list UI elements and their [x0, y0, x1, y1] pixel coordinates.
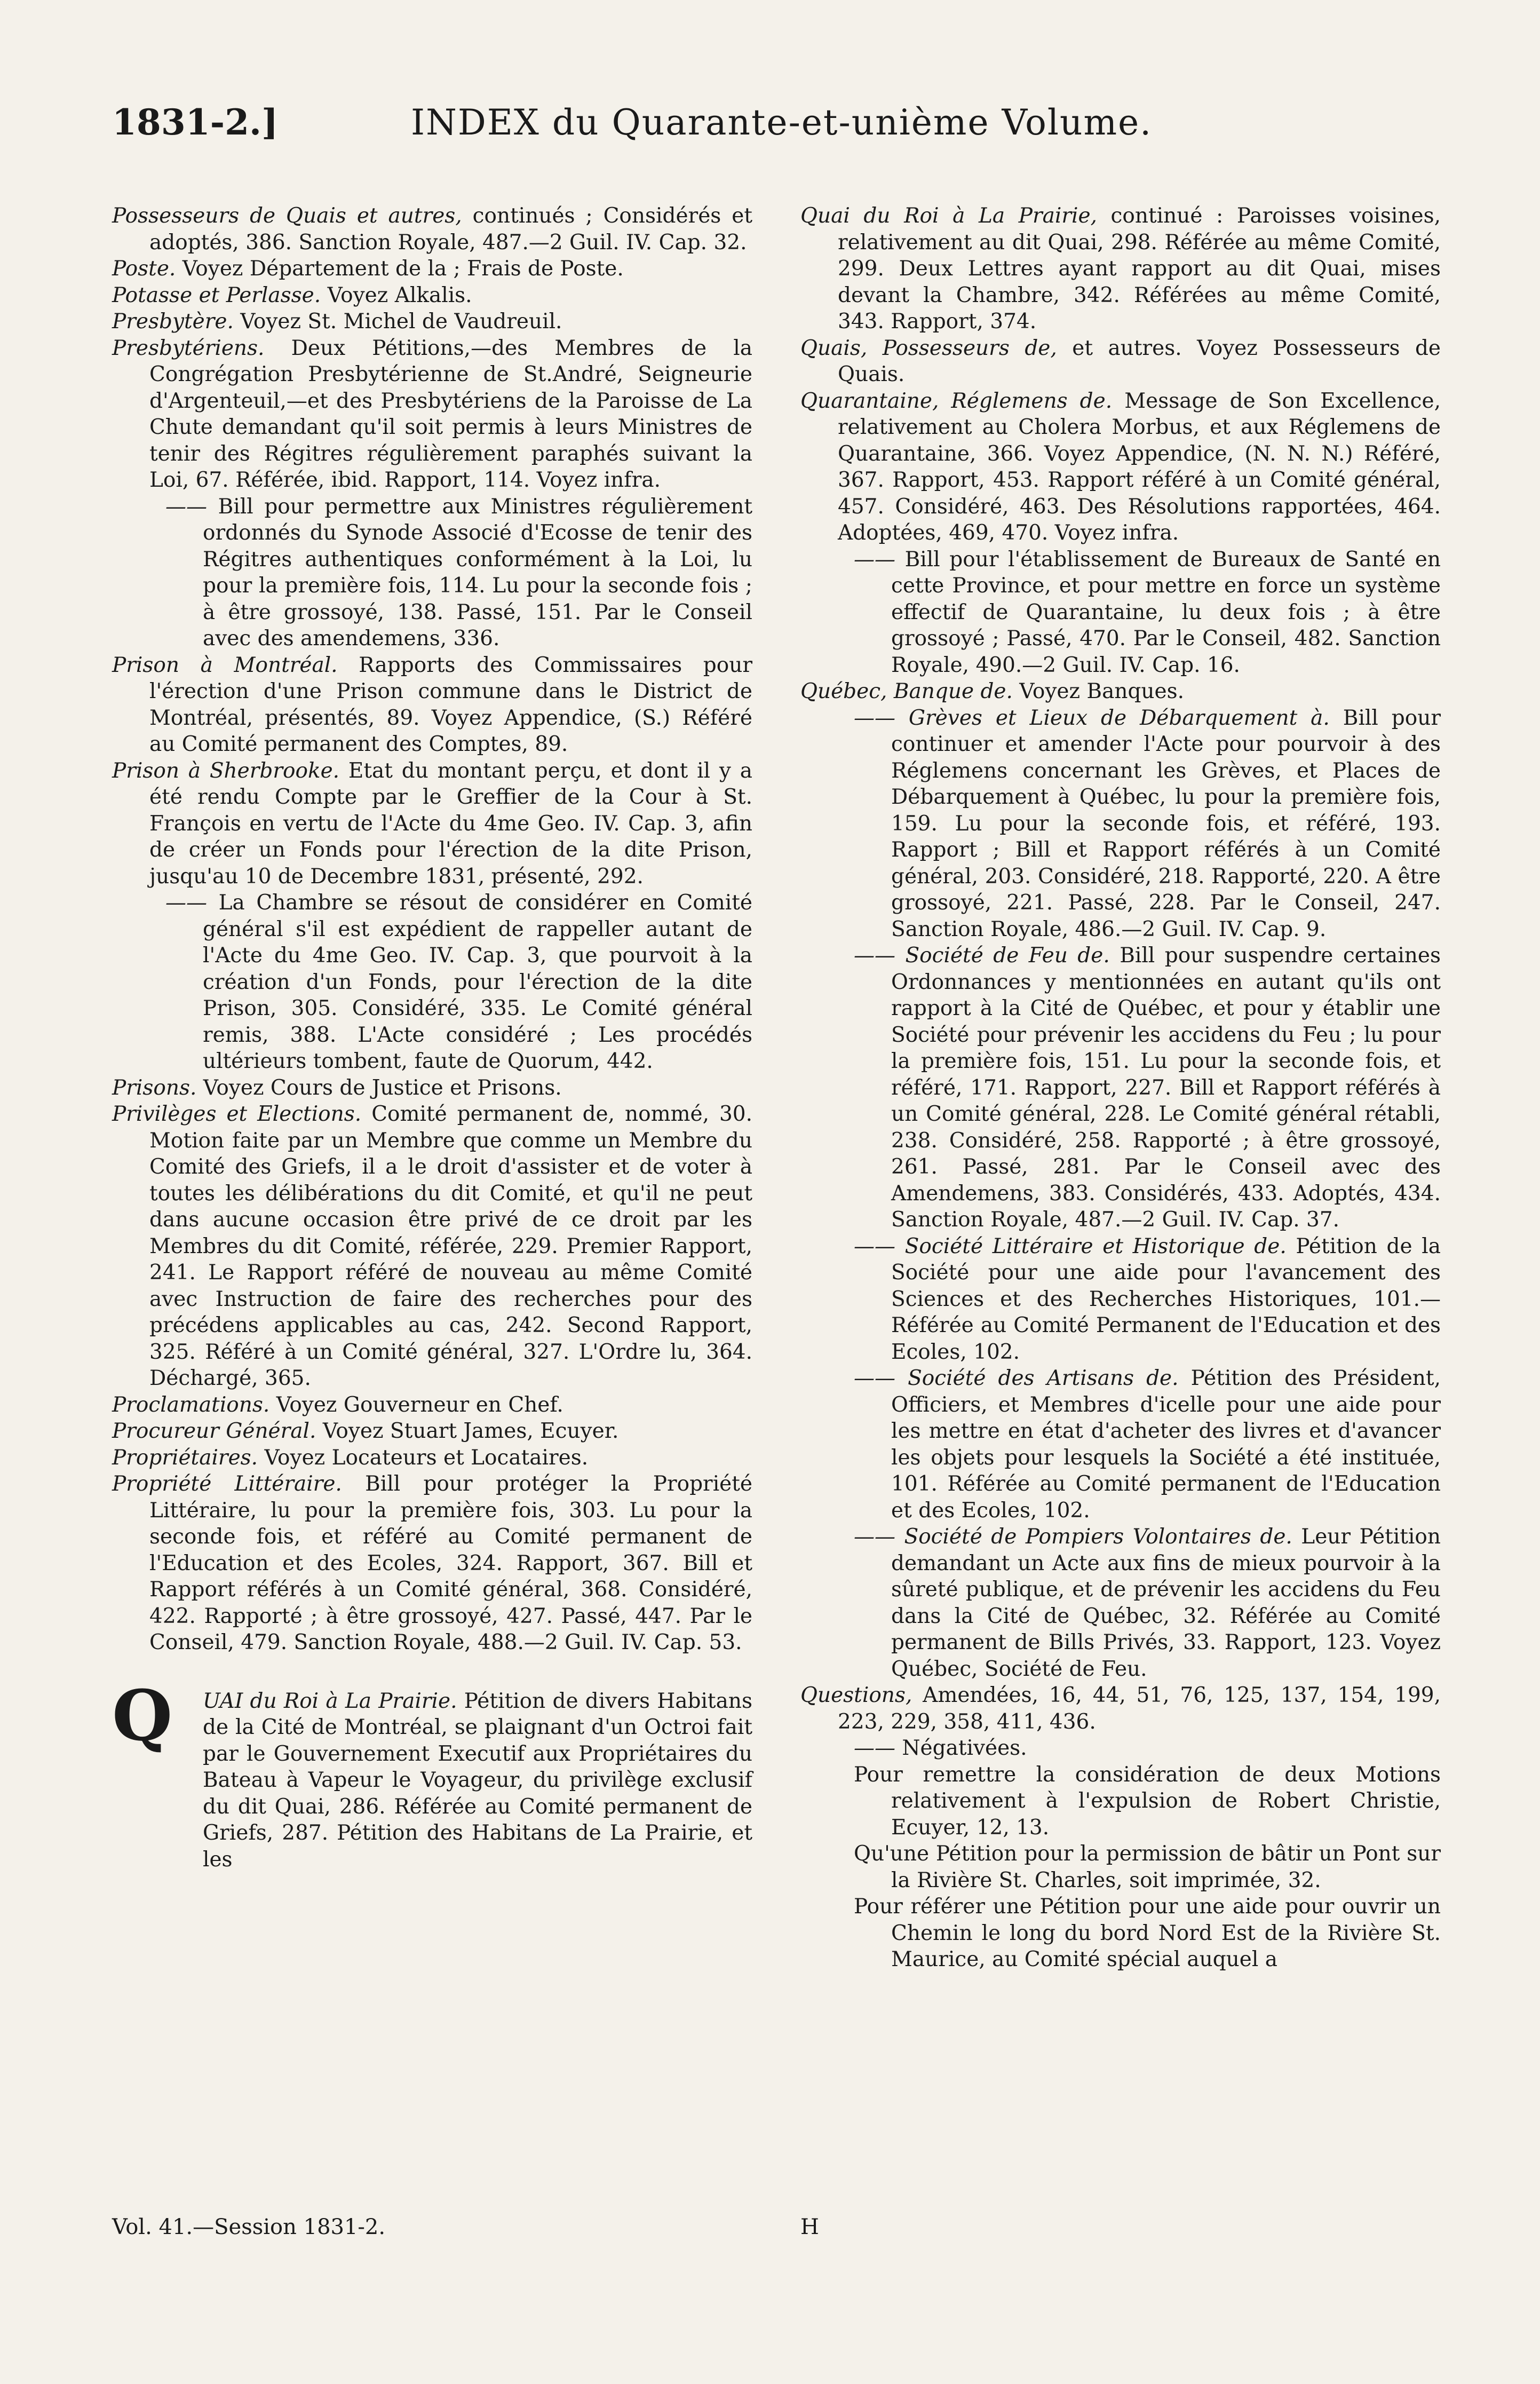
index-entry [800, 1762, 1441, 1841]
entry-text: Message de Son Excellence, relativement au Cholera Morbus, et aux Réglemens de Quarantaine, 366. Voyez Appendice, (N. N. N.) Référé, 367. Rapport, 453. Rapport référé à un Comité général, 457. Considéré, 463. Des Résolutions rapportées, 464. Adoptées, 469, 470. Voyez infra. [838, 389, 1441, 545]
index-entry [800, 1735, 1441, 1762]
entry-heading: Quais, Possesseurs de, [800, 336, 1057, 360]
index-entry [800, 547, 1441, 679]
entry-text: Rapports des Commissaires pour l'érection d'une Prison commune dans le District de Montréal, présentés, 89. Voyez Appendice, (S.) Référé au Comité permanent des Comptes, 89. [149, 653, 753, 756]
index-entry [112, 282, 752, 309]
entry-text: Etat du montant perçu, et dont il y a été rendu Compte par le Greffier de la Cour à St. François en vertu de l'Acte du 4me Geo. IV. Cap. 3, afin de créer un Fonds pour l'érection de la dite Prison, jusqu'au 10 de Decembre 1831, présenté, 292. [149, 758, 752, 889]
index-entry [112, 890, 752, 1075]
index-entry [112, 203, 752, 256]
entry-heading: Propriétaires. [112, 1445, 258, 1470]
index-entry [112, 1445, 752, 1471]
page-title: INDEX du Quarante-et-unième Volume. [411, 102, 1153, 143]
entry-heading: Poste. [112, 257, 176, 281]
entry-heading: Questions, [800, 1683, 912, 1707]
signature-mark: H [800, 2215, 819, 2239]
index-entry [800, 942, 1441, 1233]
index-entry [800, 678, 1441, 705]
index-entry [800, 1841, 1441, 1894]
entry-heading: Prison à Sherbrooke. [112, 758, 340, 783]
entry-text: Pétition de la Société pour une aide pour l'avancement des Sciences et des Recherches Historiques, 101.—Référée au Comité Permanent de l'Education et des Ecoles, 102. [891, 1234, 1441, 1364]
entry-text: La Chambre se résout de considérer en Comité général s'il est expédient de rappeller autant de l'Acte du 4me Geo. IV. Cap. 3, que pourvoit à la création d'un Fonds, pour l'érection de la dite Prison, 305. Considéré, 335. Le Comité général remis, 388. L'Acte considéré ; Les procédés ultérieurs tombent, faute de Quorum, 442. [203, 891, 752, 1073]
entry-text: Bill pour permettre aux Ministres régulièrement ordonnés du Synode Associé d'Ecosse de tenir des Régitres authentiques conformément à la Loi, lu pour la première fois, 114. Lu pour la seconde fois ; à être grossoyé, 138. Passé, 151. Par le Conseil avec des amendemens, 336. [203, 494, 752, 651]
drop-cap: Q [112, 1674, 173, 1756]
index-entry [112, 494, 752, 652]
entry-text: Pour remettre la considération de deux Motions relativement à l'expulsion de Robert Christie, Ecuyer, 12, 13. [854, 1762, 1441, 1840]
index-entry [800, 388, 1441, 547]
entry-heading: —— [854, 547, 895, 572]
entry-heading: Potasse et Perlasse. [112, 283, 321, 307]
index-entry [800, 1233, 1441, 1366]
entry-text: Voyez Gouverneur en Chef. [276, 1392, 563, 1417]
entry-text: continués ; Considérés et adoptés, 386. Sanction Royale, 487.—2 Guil. IV. Cap. 32. [149, 204, 752, 255]
entry-text: Voyez Locateurs et Locataires. [264, 1445, 589, 1470]
index-entry [800, 705, 1441, 943]
entry-text: Bill pour l'établissement de Bureaux de Santé en cette Province, et pour mettre en force un système effectif de Quarantaine, lu deux fois ; à être grossoyé ; Passé, 470. Par le Conseil, 482. Sanction Royale, 490.—2 Guil. IV. Cap. 16. [891, 547, 1441, 677]
volume-session: Vol. 41.—Session 1831-2. [112, 2215, 386, 2239]
entry-heading: —— Société de Pompiers Volontaires de. [854, 1525, 1292, 1549]
index-entry [112, 1101, 752, 1392]
entry-text: et autres. Voyez Possesseurs de Quais. [838, 336, 1441, 386]
entry-text: continué : Paroisses voisines, relativement au dit Quai, 298. Référée au même Comité, 299. Deux Lettres ayant rapport au dit Quai, mises devant la Chambre, 342. Référées au même Comité, 343. Rapport, 374. [838, 204, 1441, 334]
index-entry [112, 652, 752, 758]
entry-text: Voyez Cours de Justice et Prisons. [203, 1075, 562, 1100]
page-number: 1831-2.] [112, 101, 279, 143]
index-entry [800, 1894, 1441, 1973]
index-entry [800, 335, 1441, 388]
entry-heading: UAI du Roi à La Prairie. [203, 1689, 457, 1713]
page-header [112, 101, 1444, 181]
entry-heading: —— Société des Artisans de. [854, 1366, 1179, 1390]
entry-text: Négativées. [902, 1736, 1027, 1760]
page-footer [112, 2215, 1444, 2239]
entry-text: Voyez Banques. [1019, 679, 1185, 703]
entry-heading: Prisons. [112, 1075, 197, 1100]
entry-heading: Quai du Roi à La Prairie, [800, 204, 1097, 228]
entry-text: Bill pour continuer et amender l'Acte pour pourvoir à des Réglemens concernant les Grèves, et Places de Débarquement à Québec, lu pour la première fois, 159. Lu pour la seconde fois, et référé, 193. Rapport ; Bill et Rapport référés à un Comité général, 203. Considéré, 218. Rapporté, 220. A être grossoyé, 221. Passé, 228. Par le Conseil, 247. Sanction Royale, 486.—2 Guil. IV. Cap. 9. [891, 706, 1441, 941]
index-entry [800, 1365, 1441, 1524]
entry-heading: —— Société Littéraire et Historique de. [854, 1234, 1287, 1258]
entry-text: Bill pour protéger la Propriété Littéraire, lu pour la première fois, 303. Lu pour la seconde fois, et référé au Comité permanent de l'Education et des Ecoles, 324. Rapport, 367. Bill et Rapport référés à un Comité général, 368. Considéré, 422. Rapporté ; à être grossoyé, 427. Passé, 447. Par le Conseil, 479. Sanction Royale, 488.—2 Guil. IV. Cap. 53. [149, 1472, 753, 1654]
entry-text: Pétition des Président, Officiers, et Membres d'icelle pour une aide pour les mettre en état d'acheter des livres et d'avancer les objets pour lesquels la Société a été instituée, 101. Référée au Comité permanent de l'Education et des Ecoles, 102. [891, 1366, 1441, 1523]
entry-text: Voyez Alkalis. [327, 283, 472, 307]
entry-text: Deux Pétitions,—des Membres de la Congrégation Presbytérienne de St.André, Seigneurie d'Argenteuil,—et des Presbytériens de la Paroisse de La Chute demandant qu'il soit permis à leurs Ministres de tenir des Régitres régulièrement paraphés suivant la Loi, 67. Référée, ibid. Rapport, 114. Voyez infra. [149, 336, 752, 492]
index-entry [112, 308, 752, 335]
entry-text: Pour référer une Pétition pour une aide pour ouvrir un Chemin le long du bord Nord Est de la Rivière St. Maurice, au Comité spécial auquel a [854, 1895, 1441, 1971]
entry-text: Voyez St. Michel de Vaudreuil. [240, 310, 562, 334]
entry-heading: Propriété Littéraire. [112, 1472, 342, 1496]
index-entry [800, 1524, 1441, 1682]
entry-heading: —— [854, 1736, 895, 1760]
entry-heading: —— Société de Feu de. [854, 944, 1110, 968]
entry-text: Voyez Stuart James, Ecuyer. [322, 1419, 619, 1443]
index-entry [112, 1075, 752, 1102]
entry-heading: Possesseurs de Quais et autres, [112, 204, 462, 228]
entry-text: Qu'une Pétition pour la permission de bâtir un Pont sur la Rivière St. Charles, soit imprimée, 32. [854, 1842, 1441, 1892]
index-entry [112, 1674, 752, 1873]
index-entry [800, 203, 1441, 335]
entry-heading: —— [165, 891, 207, 915]
entry-text: Pétition de divers Habitans de la Cité de Montréal, se plaignant d'un Octroi fait par le Gouvernement Executif aux Propriétaires du Bateau à Vapeur le Voyageur, du privilège exclusif du dit Quai, 286. Référée au Comité permanent de Griefs, 287. Pétition des Habitans de La Prairie, et les [203, 1689, 752, 1872]
entry-heading: Privilèges et Elections. [112, 1102, 362, 1126]
left-column [112, 203, 752, 1973]
index-entry [112, 335, 752, 494]
index-entry [800, 1682, 1441, 1735]
entry-text: Leur Pétition demandant un Acte aux fins de mieux pourvoir à la sûreté publique, et de prévenir les accidens du Feu dans la Cité de Québec, 32. Référée au Comité permanent de Bills Privés, 33. Rapport, 123. Voyez Québec, Société de Feu. [891, 1525, 1441, 1681]
index-entry [112, 758, 752, 890]
index-entry [112, 1418, 752, 1445]
entry-heading: Presbytère. [112, 310, 234, 334]
entry-text: Voyez Département de la ; Frais de Poste. [182, 257, 624, 281]
entry-text: Comité permanent de, nommé, 30. Motion faite par un Membre que comme un Membre du Comité des Griefs, il a le droit d'assister et de voter à toutes les délibérations du dit Comité, et qu'il ne peut dans aucune occasion être privé de ce droit par les Membres du dit Comité, référée, 229. Premier Rapport, 241. Le Rapport référé de nouveau au même Comité avec Instruction de faire des recherches pour des précédens applicables au cas, 242. Second Rapport, 325. Référé à un Comité général, 327. L'Ordre lu, 364. Déchargé, 365. [149, 1102, 753, 1390]
index-columns [112, 203, 1444, 1973]
index-entry [112, 1392, 752, 1419]
index-entry [112, 256, 752, 282]
entry-heading: Procureur Général. [112, 1419, 316, 1443]
entry-heading: Québec, Banque de. [800, 679, 1013, 703]
entry-heading: Prison à Montréal. [112, 653, 338, 677]
entry-heading: Proclamations. [112, 1392, 270, 1417]
right-column [800, 203, 1441, 1973]
entry-heading: Presbytériens. [112, 336, 265, 360]
entry-heading: Quarantaine, Réglemens de. [800, 389, 1113, 413]
entry-text: Amendées, 16, 44, 51, 76, 125, 137, 154, 199, 223, 229, 358, 411, 436. [838, 1683, 1441, 1734]
entry-heading: —— [165, 494, 207, 519]
entry-text: Bill pour suspendre certaines Ordonnances y mentionnées en autant qu'ils ont rapport à la Cité de Québec, et pour y établir une Société pour prévenir les accidens du Feu ; lu pour la première fois, 151. Lu pour la seconde fois, et référé, 171. Rapport, 227. Bill et Rapport référés à un Comité général, 228. Le Comité général rétabli, 238. Considéré, 258. Rapporté ; à être grossoyé, 261. Passé, 281. Par le Conseil avec des Amendemens, 383. Considérés, 433. Adoptés, 434. Sanction Royale, 487.—2 Guil. IV. Cap. 37. [891, 944, 1441, 1232]
index-entry [112, 1471, 752, 1656]
entry-heading: —— Grèves et Lieux de Débarquement à. [854, 706, 1330, 730]
